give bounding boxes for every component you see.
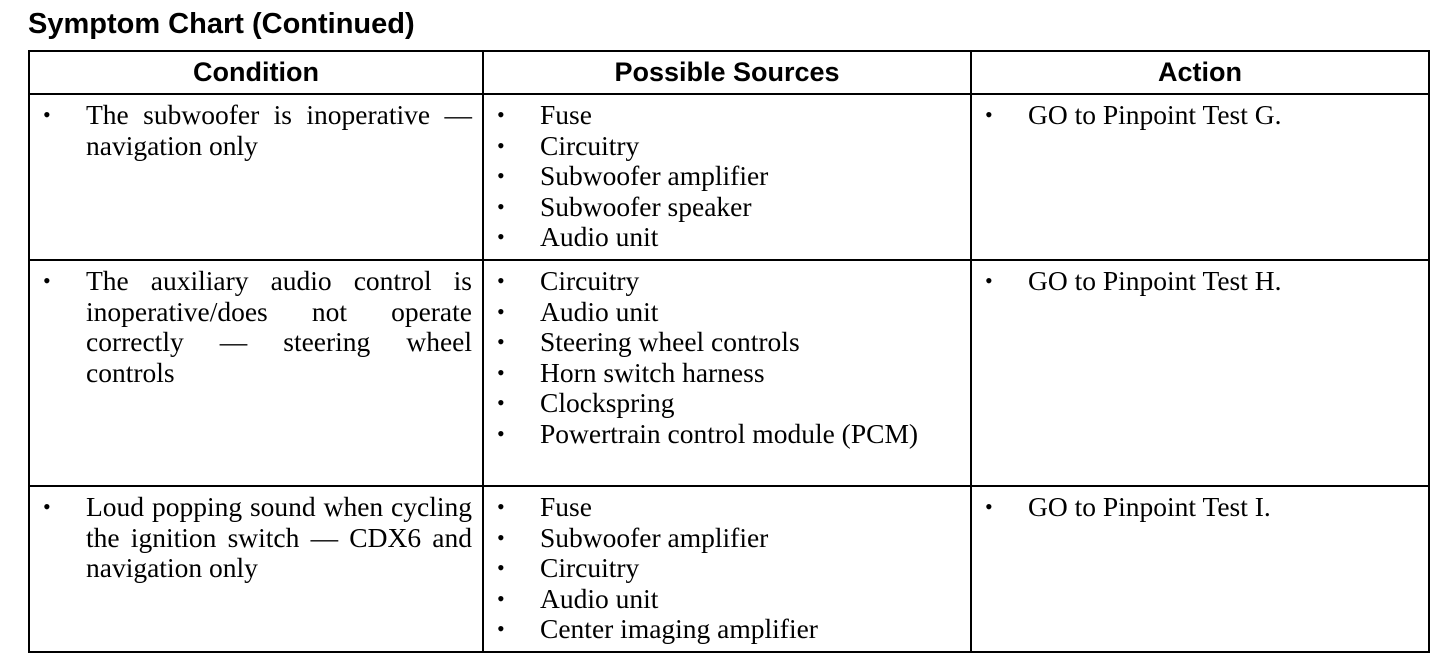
list-item: • Clockspring — [484, 388, 970, 419]
list-item: • Fuse — [484, 100, 970, 131]
action-list — [972, 266, 1428, 297]
list-item: • Circuitry — [484, 553, 970, 584]
list-item: • Audio unit — [484, 297, 970, 328]
page-title: Symptom Chart (Continued) — [28, 8, 415, 40]
list-item: • Center imaging amplifier — [484, 614, 970, 645]
action-cell — [971, 486, 1429, 652]
list-item: • Subwoofer amplifier — [484, 523, 970, 554]
column-header-condition: Condition — [29, 51, 483, 94]
list-item: • Powertrain control module (PCM) — [484, 419, 970, 450]
table-header-row — [29, 51, 1429, 94]
symptom-table — [28, 50, 1430, 653]
action-cell — [971, 260, 1429, 486]
table-row — [29, 260, 1429, 486]
list-item: • Horn switch harness — [484, 358, 970, 389]
list-item: • Loud popping sound when cycling the ignition switch — CDX6 and navigation only — [30, 492, 482, 584]
list-item: • Circuitry — [484, 131, 970, 162]
sources-cell — [483, 94, 971, 260]
condition-cell — [29, 486, 483, 652]
action-cell — [971, 94, 1429, 260]
column-header-possible-sources: Possible Sources — [483, 51, 971, 94]
action-list — [972, 492, 1428, 523]
list-item: • GO to Pinpoint Test H. — [972, 266, 1428, 297]
list-item: • Subwoofer speaker — [484, 192, 970, 223]
list-item: • GO to Pinpoint Test I. — [972, 492, 1428, 523]
column-header-action: Action — [971, 51, 1429, 94]
list-item: • The subwoofer is inoperative — navigation only — [30, 100, 482, 161]
list-item: • Audio unit — [484, 222, 970, 253]
condition-list — [30, 266, 482, 388]
sources-cell — [483, 486, 971, 652]
sources-list — [484, 100, 970, 253]
list-item: • Subwoofer amplifier — [484, 161, 970, 192]
condition-cell — [29, 260, 483, 486]
list-item: • Audio unit — [484, 584, 970, 615]
list-item: • Fuse — [484, 492, 970, 523]
condition-list — [30, 100, 482, 161]
action-list — [972, 100, 1428, 131]
sources-list — [484, 492, 970, 645]
list-item: • The auxiliary audio control is inoperative/does not operate correctly — steering wheel controls — [30, 266, 482, 388]
list-item: • GO to Pinpoint Test G. — [972, 100, 1428, 131]
sources-list — [484, 266, 970, 450]
list-item: • Circuitry — [484, 266, 970, 297]
list-item: • Steering wheel controls — [484, 327, 970, 358]
condition-list — [30, 492, 482, 584]
table-row — [29, 94, 1429, 260]
condition-cell — [29, 94, 483, 260]
sources-cell — [483, 260, 971, 486]
table-row — [29, 486, 1429, 652]
